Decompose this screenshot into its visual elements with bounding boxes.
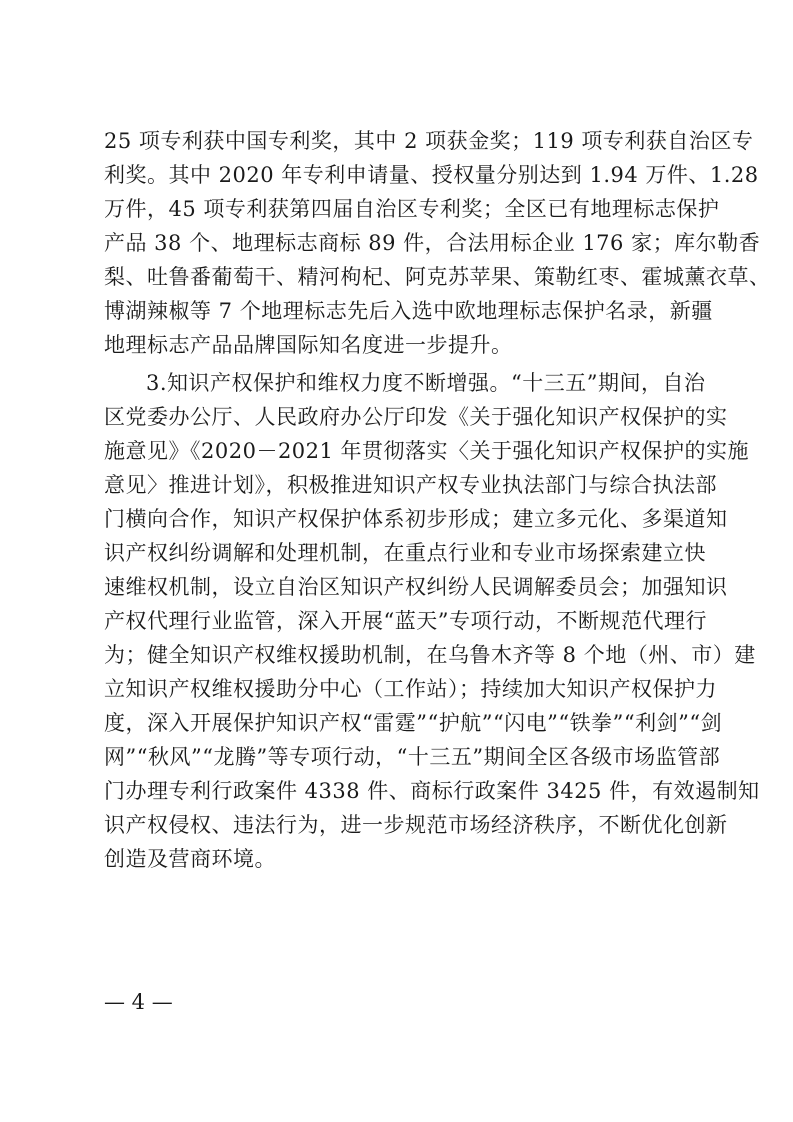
- paragraph2-line-13: 门办理专利行政案件 4338 件、商标行政案件 3425 件，有效遏制知: [104, 779, 760, 803]
- paragraph2-line-6: 识产权纠纷调解和处理机制，在重点行业和专业市场探索建立快: [104, 541, 706, 565]
- paragraph2-line-12: 网”“秋风”“龙腾”等专项行动，“十三五”期间全区各级市场监管部: [104, 745, 721, 769]
- paragraph2-line-11: 度，深入开展保护知识产权“雷霆”“护航”“闪电”“铁拳”“利剑”“剑: [104, 711, 723, 735]
- paragraph2-line-5: 门横向合作，知识产权保护体系初步形成；建立多元化、多渠道知: [104, 507, 728, 531]
- paragraph1-line-1: 25 项专利获中国专利奖，其中 2 项获金奖；119 项专利获自治区专: [104, 129, 754, 153]
- page-number: — 4 —: [104, 990, 173, 1014]
- paragraph2-line-4: 意见〉推进计划》，积极推进知识产权专业执法部门与综合执法部: [104, 473, 717, 497]
- paragraph2-line-9: 为；健全知识产权维权援助机制，在乌鲁木齐等 8 个地（州、市）建: [104, 643, 756, 667]
- paragraph1-line-7: 地理标志产品品牌国际知名度进一步提升。: [104, 333, 513, 357]
- paragraph1-line-2: 利奖。其中 2020 年专利申请量、授权量分别达到 1.94 万件、1.28: [104, 163, 759, 187]
- paragraph1-line-5: 梨、吐鲁番葡萄干、精河枸杞、阿克苏苹果、策勒红枣、霍城薰衣草、: [104, 265, 771, 289]
- paragraph2-line-3: 施意见》《2020－2021 年贯彻落实〈关于强化知识产权保护的实施: [104, 439, 750, 463]
- paragraph2-line-1: 3.知识产权保护和维权力度不断增强。“十三五”期间，自治: [146, 371, 706, 395]
- paragraph1-line-4: 产品 38 个、地理标志商标 89 件，合法用标企业 176 家；库尔勒香: [104, 231, 761, 255]
- paragraph2-line-8: 产权代理行业监管，深入开展“蓝天”专项行动，不断规范代理行: [104, 609, 707, 633]
- paragraph1-line-6: 博湖辣椒等 7 个地理标志先后入选中欧地理标志保护名录，新疆: [104, 299, 713, 323]
- paragraph1-line-3: 万件，45 项专利获第四届自治区专利奖；全区已有地理标志保护: [104, 197, 720, 221]
- paragraph2-line-15: 创造及营商环境。: [104, 847, 276, 871]
- paragraph2-line-7: 速维权机制，设立自治区知识产权纠纷人民调解委员会；加强知识: [104, 575, 728, 599]
- paragraph2-line-2: 区党委办公厅、人民政府办公厅印发《关于强化知识产权保护的实: [104, 405, 728, 429]
- paragraph2-line-14: 识产权侵权、违法行为，进一步规范市场经济秩序，不断优化创新: [104, 813, 728, 837]
- paragraph2-line-10: 立知识产权维权援助分中心（工作站）；持续加大知识产权保护力: [104, 677, 717, 701]
